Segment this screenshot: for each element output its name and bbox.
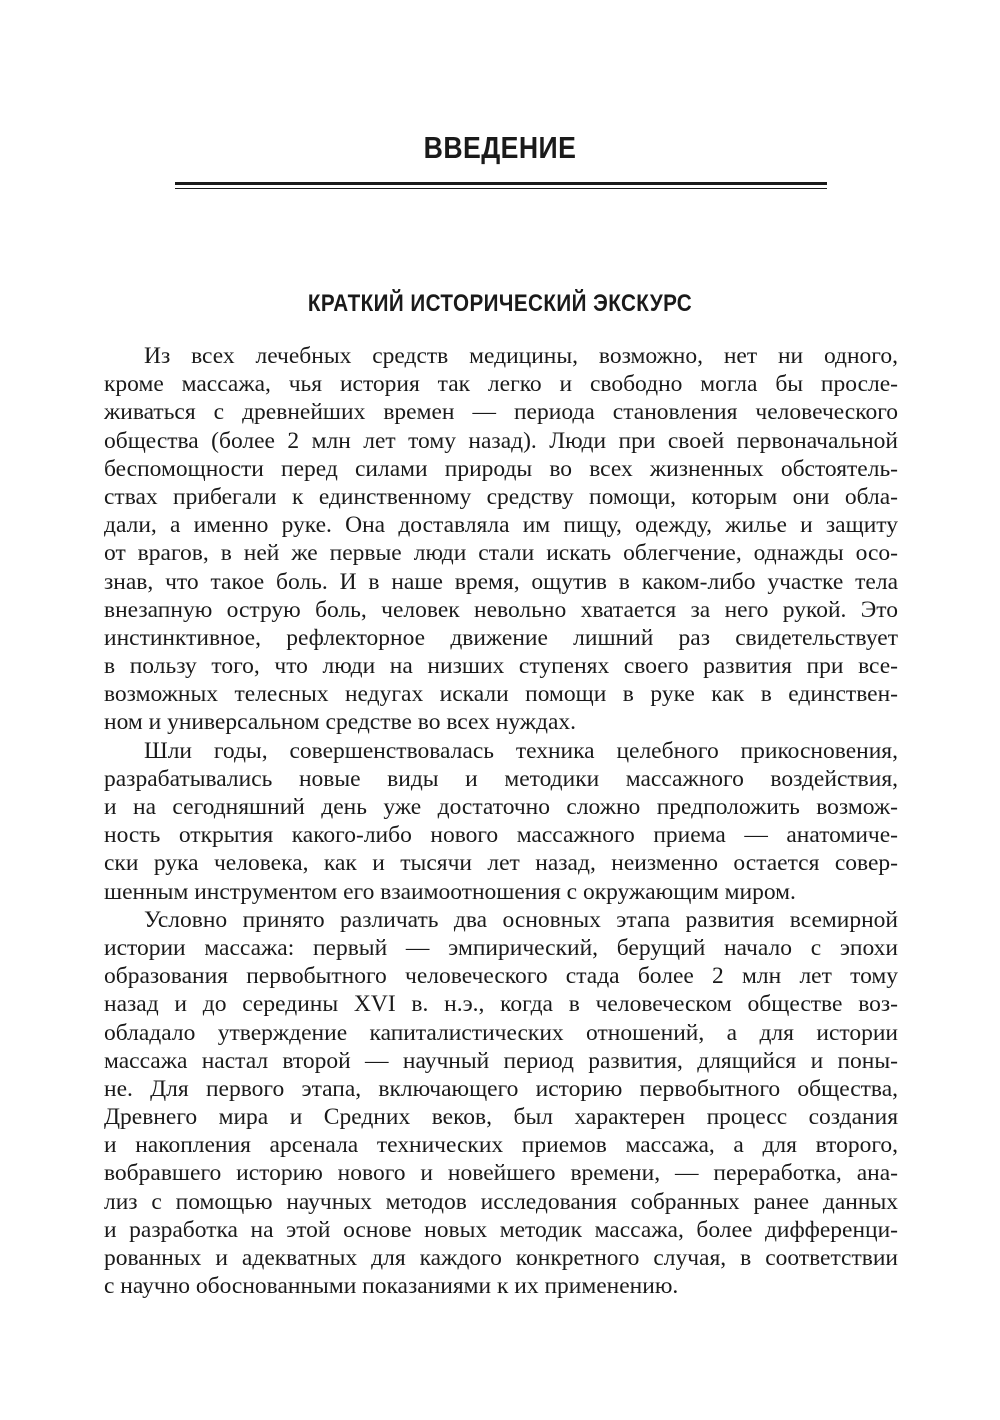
text-line: живаться с древнейших времен — периода становления человеческого <box>104 399 898 426</box>
text-line: и разработка на этой основе новых методик массажа, более дифференци- <box>104 1216 898 1243</box>
text-line: инстинктивное, рефлекторное движение лишний раз свидетельствует <box>104 624 898 651</box>
text-line: образования первобытного человеческого стада более 2 млн лет тому <box>104 963 898 990</box>
paragraph-1 <box>104 342 898 737</box>
paragraph-3 <box>104 906 898 1301</box>
text-line: беспомощности перед силами природы во всех жизненных обстоятель- <box>104 455 898 482</box>
text-line: ность открытия какого-либо нового массажного приема — анатомиче- <box>104 822 898 849</box>
text-line: назад и до середины XVI в. н.э., когда в человеческом обществе воз- <box>104 991 898 1018</box>
title-rule-thick <box>175 182 827 185</box>
text-line: в пользу того, что люди на низших ступенях своего развития при все- <box>104 653 898 680</box>
text-line: массажа настал второй — научный период развития, длящийся и поны- <box>104 1047 898 1074</box>
text-line: не. Для первого этапа, включающего историю первобытного общества, <box>104 1075 898 1102</box>
text-line: ствах прибегали к единственному средству помощи, которым они обла- <box>104 483 898 510</box>
text-line: и на сегодняшний день уже достаточно сложно предположить возмож- <box>104 794 898 820</box>
text-line: возможных телесных недугах искали помощи в руке как в единствен- <box>104 681 898 708</box>
text-line: ном и универсальном средстве во всех нуждах. <box>104 709 577 736</box>
text-line: от врагов, в ней же первые люди стали искать облегчение, однажды осо- <box>104 540 898 567</box>
paragraph-2 <box>104 737 898 906</box>
text-line: ски рука человека, как и тысячи лет назад, неизменно остается совер- <box>104 850 898 877</box>
text-line: внезапную острую боль, человек невольно хватается за него рукой. Это <box>104 596 898 623</box>
text-line: Из всех лечебных средств медицины, возможно, нет ни одного, <box>144 343 898 369</box>
text-line: лиз с помощью научных методов исследования собранных ранее данных <box>104 1188 898 1215</box>
text-line: и накопления арсенала технических приемов массажа, а для второго, <box>104 1132 898 1159</box>
text-line: Условно принято различать два основных этапа развития всемирной <box>144 906 898 933</box>
text-line: кроме массажа, чья история так легко и свободно могла бы просле- <box>104 371 898 398</box>
text-line: общества (более 2 млн лет тому назад). Люди при своей первоначальной <box>104 427 898 454</box>
text-line: Шли годы, совершенствовалась техника целебного прикосновения, <box>144 737 898 764</box>
text-line: вобравшего историю нового и новейшего времени, — переработка, ана- <box>104 1160 898 1187</box>
text-line: с научно обоснованными показаниями к их применению. <box>104 1273 679 1300</box>
text-line: знав, что такое боль. И в наше время, ощутив в каком-либо участке тела <box>104 568 898 595</box>
text-line: дали, а именно руке. Она доставляла им пищу, одежду, жилье и защиту <box>104 512 898 539</box>
body-text <box>104 342 898 1300</box>
text-line: шенным инструментом его взаимоотношения с окружающим миром. <box>104 878 796 905</box>
section-title: КРАТКИЙ ИСТОРИЧЕСКИЙ ЭКСКУРС <box>307 290 693 317</box>
text-line: Древнего мира и Средних веков, был характерен процесс создания <box>104 1104 898 1131</box>
chapter-title: ВВЕДЕНИЕ <box>423 130 577 165</box>
text-line: обладало утверждение капиталистических отношений, а для истории <box>104 1019 898 1046</box>
title-rule-thin <box>175 188 827 189</box>
text-line: истории массажа: первый — эмпирический, берущий начало с эпохи <box>104 934 898 961</box>
text-line: рованных и адекватных для каждого конкретного случая, в соответствии <box>104 1245 898 1271</box>
text-line: разрабатывались новые виды и методики массажного воздействия, <box>104 765 898 792</box>
